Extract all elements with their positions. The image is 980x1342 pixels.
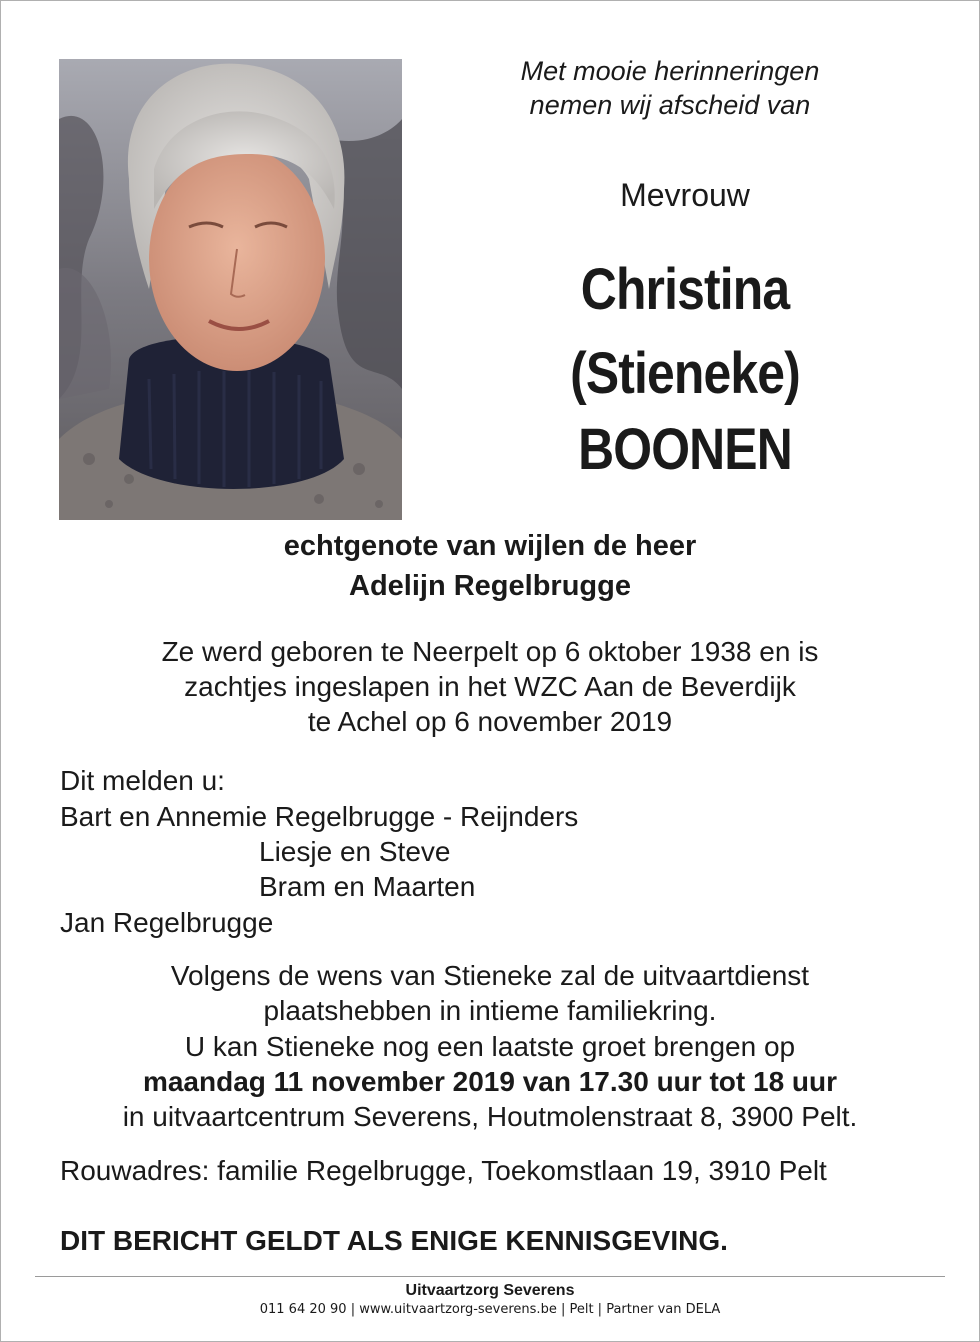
service-line-2: plaatshebben in intieme familiekring. [263, 995, 717, 1026]
last-name: BOONEN [578, 417, 792, 482]
spouse-line-1: echtgenote van wijlen de heer [283, 530, 697, 562]
family-line-3: Bram en Maarten [259, 871, 476, 902]
footer-company: Uitvaartzorg Severens [405, 1282, 575, 1299]
nickname: (Stieneke) [570, 341, 800, 406]
intro-line-1: Met mooie herinneringen [520, 56, 820, 86]
service-line-3: U kan Stieneke nog een laatste groet brengen op [184, 1031, 796, 1062]
birth-line-2: zachtjes ingeslapen in het WZC Aan de Beverdijk [184, 671, 796, 702]
first-name: Christina [580, 257, 790, 322]
mourning-address: Rouwadres: familie Regelbrugge, Toekomstlaan 19, 3910 Pelt [60, 1155, 827, 1186]
birth-line-3: te Achel op 6 november 2019 [307, 706, 673, 737]
family-line-1: Bart en Annemie Regelbrugge - Reijnders [60, 801, 579, 832]
notice-statement: DIT BERICHT GELDT ALS ENIGE KENNISGEVING. [60, 1225, 728, 1256]
portrait-photo [59, 59, 402, 520]
service-line-1: Volgens de wens van Stieneke zal de uitvaartdienst [170, 960, 810, 991]
spouse-line-2: Adelijn Regelbrugge [349, 570, 631, 602]
intro-line-2: nemen wij afscheid van [529, 90, 811, 120]
family-line-4: Jan Regelbrugge [60, 907, 274, 938]
footer-divider [35, 1276, 945, 1277]
service-date: maandag 11 november 2019 van 17.30 uur tot 18 uur [142, 1066, 838, 1097]
service-location: in uitvaartcentrum Severens, Houtmolenstraat 8, 3900 Pelt. [122, 1101, 858, 1132]
family-line-2: Liesje en Steve [259, 836, 451, 867]
honorific: Mevrouw [620, 177, 750, 213]
footer-contact: 011 64 20 90 | www.uitvaartzorg-severens.be | Pelt | Partner van DELA [259, 1302, 721, 1317]
birth-line-1: Ze werd geboren te Neerpelt op 6 oktober 1938 en is [161, 636, 819, 667]
family-heading: Dit melden u: [60, 765, 225, 796]
